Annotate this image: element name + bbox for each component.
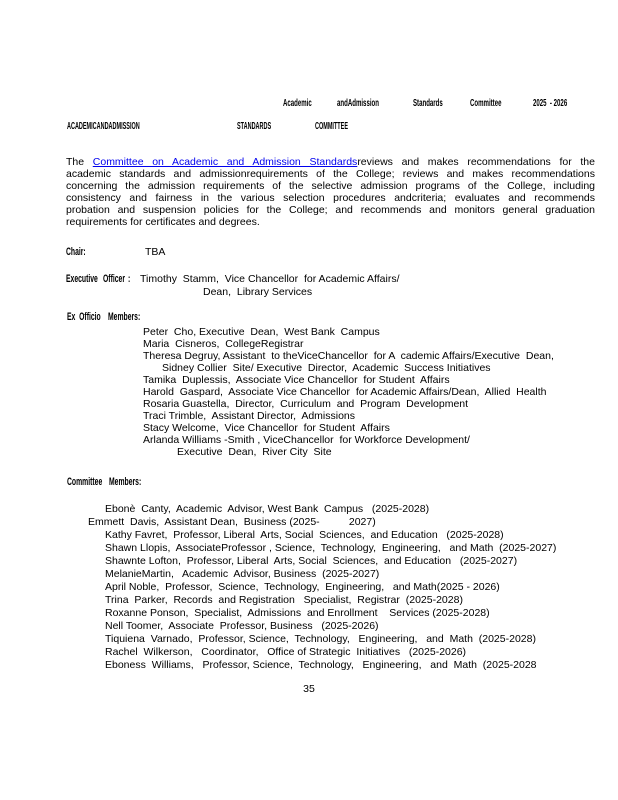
ex-officio-label: Ex Officio xyxy=(67,311,101,323)
intro-prefix: The xyxy=(66,156,93,168)
ex-officio-member: Arlanda Williams -Smith , ViceChancellor for Workforce Development/ xyxy=(143,434,470,446)
intro-line1-rest: reviews and makes recommendations for the xyxy=(357,156,595,168)
ex-officio-member-wrap: Executive Dean, River City Site xyxy=(177,446,332,458)
page-title-word: COMMITTEE xyxy=(315,121,348,132)
executive-officer-title-line2: Dean, Library Services xyxy=(203,286,313,298)
ex-officio-member: Theresa Degruy, Assistant to theViceChancellor for A cademic Affairs/Executive Dean, xyxy=(143,350,554,362)
page-title-word: ACADEMICANDADMISSION xyxy=(67,121,140,132)
committee-member: Trina Parker, Records and Registration Specialist, Registrar (2025-2028) xyxy=(105,594,463,606)
executive-officer-label: Officer xyxy=(103,273,125,285)
header-word: andAdmission xyxy=(337,97,379,109)
chair-label: Chair: xyxy=(66,246,86,258)
ex-officio-member: Traci Trimble, Assistant Director, Admissions xyxy=(143,410,356,422)
ex-officio-member: Rosaria Guastella, Director, Curriculum and Program Development xyxy=(143,398,469,410)
intro-line xyxy=(66,156,595,168)
ex-officio-member: Stacy Welcome, Vice Chancellor for Student Affairs xyxy=(143,422,390,434)
header-year-range: 2025 - 2026 xyxy=(533,97,568,109)
committee-standards-link[interactable]: Committee on Academic and Admission Standards xyxy=(92,156,358,168)
header-word: Standards xyxy=(413,97,443,109)
committee-member: Emmett Davis, Assistant Dean, Business (2025- 2027) xyxy=(88,516,376,528)
ex-officio-member: Peter Cho, Executive Dean, West Bank Campus xyxy=(143,326,380,338)
intro-line: concerning the admission requirements of the selective admission programs of the College, including xyxy=(66,180,595,192)
intro-paragraph xyxy=(66,156,595,228)
committee-member: Rachel Wilkerson, Coordinator, Office of Strategic Initiatives (2025-2026) xyxy=(105,646,467,658)
ex-officio-member-wrap: Sidney Collier Site/ Executive Director, Academic Success Initiatives xyxy=(162,362,491,374)
intro-line: consistency and fairness in the various selection procedures andcriteria; evaluates and recommends xyxy=(66,192,595,204)
committee-member: MelanieMartin, Academic Advisor, Business (2025-2027) xyxy=(105,568,380,580)
committee-member: April Noble, Professor, Science, Technology, Engineering, and Math(2025 - 2026) xyxy=(105,581,500,593)
committee-member: Nell Toomer, Associate Professor, Business (2025-2026) xyxy=(105,620,379,632)
committee-members-label: Members: xyxy=(109,476,142,488)
ex-officio-member: Harold Gaspard, Associate Vice Chancellor for Academic Affairs/Dean, Allied Health xyxy=(143,386,547,398)
ex-officio-list xyxy=(143,326,554,458)
page-title-word: STANDARDS xyxy=(237,121,272,132)
header-word: Committee xyxy=(470,97,502,109)
committee-member: Roxanne Ponson, Specialist, Admissions and Enrollment Services (2025-2028) xyxy=(105,607,490,619)
committee-member: Eboness Williams, Professor, Science, Technology, Engineering, and Math (2025-2028 xyxy=(105,659,537,671)
ex-officio-member: Tamika Duplessis, Associate Vice Chancellor for Student Affairs xyxy=(143,374,450,386)
ex-officio-members-label: Members: xyxy=(108,311,141,323)
committee-member: Tiquiena Varnado, Professor, Science, Technology, Engineering, and Math (2025-2028) xyxy=(105,633,536,645)
executive-officer-label: Executive xyxy=(66,273,98,285)
ex-officio-member: Maria Cisneros, CollegeRegistrar xyxy=(143,338,304,350)
intro-line: academic standards and admissionrequirements of the College; reviews and makes recommendations xyxy=(66,168,595,180)
committee-member: Shawn Llopis, AssociateProfessor , Science, Technology, Engineering, and Math (2025-2027) xyxy=(105,542,557,554)
committee-member: Ebonè Canty, Academic Advisor, West Bank Campus (2025-2028) xyxy=(105,503,430,515)
committee-label: Committee xyxy=(67,476,103,488)
committee-member: Shawnte Lofton, Professor, Liberal Arts, Social Sciences, and Education (2025-2027) xyxy=(105,555,518,567)
intro-line: requirements for certificates and degrees. xyxy=(66,216,260,228)
chair-value: TBA xyxy=(145,246,166,258)
intro-line: probation and suspension policies for the College; and recommends and monitors general graduation xyxy=(66,204,595,216)
executive-officer-label-colon: : xyxy=(128,273,131,285)
page-number: 35 xyxy=(303,683,315,695)
committee-member: Kathy Favret, Professor, Liberal Arts, Social Sciences, and Education (2025-2028) xyxy=(105,529,504,541)
header-word: Academic xyxy=(283,97,312,109)
executive-officer-name: Timothy Stamm, Vice Chancellor for Academic Affairs/ xyxy=(140,273,400,285)
committee-member-list xyxy=(88,503,557,672)
